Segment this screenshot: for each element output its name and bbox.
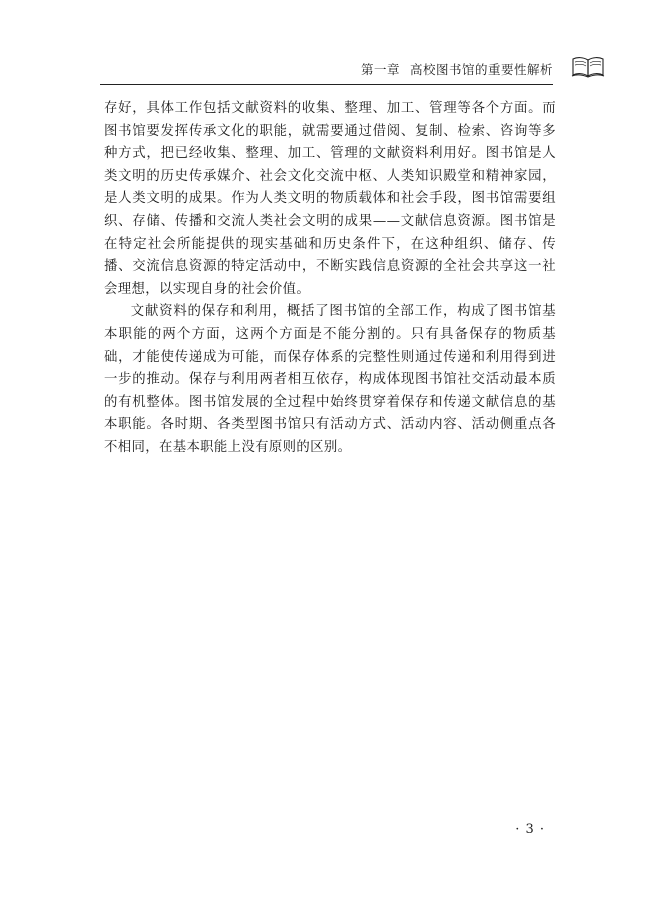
body-text	[104, 98, 556, 460]
running-header	[100, 60, 553, 80]
open-book-icon	[571, 56, 605, 78]
paragraph-1: 存好，具体工作包括文献资料的收集、整理、加工、管理等各个方面。而图书馆要发挥传承文化的职能，就需要通过借阅、复制、检索、咨询等多种方式，把已经收集、整理、加工、管理的文献资料利用好。图书馆是人类文明的历史传承媒介、社会文化交流中枢、人类知识殿堂和精神家园，是人类文明的成果。作为人类文明的物质载体和社会手段，图书馆需要组织、存储、传播和交流人类社会文明的成果——文献信息资源。图书馆是在特定社会所能提供的现实基础和历史条件下，在这种组织、储存、传播、交流信息资源的特定活动中，不断实践信息资源的全社会共享这一社会理想，以实现自身的社会价值。	[104, 101, 556, 297]
page-number: · 3 ·	[515, 822, 545, 837]
header-title: 高校图书馆的重要性解析	[409, 62, 553, 77]
header-chapter: 第一章	[360, 62, 400, 77]
paragraph-2: 文献资料的保存和利用，概括了图书馆的全部工作，构成了图书馆基本职能的两个方面，这两个方面是不能分割的。只有具备保存的物质基础，才能使传递成为可能，而保存体系的完整性则通过传递和利用得到进一步的推动。保存与利用两者相互依存，构成体现图书馆社交活动最本质的有机整体。图书馆发展的全过程中始终贯穿着保存和传递文献信息的基本职能。各时期、各类型图书馆只有活动方式、活动内容、活动侧重点各不相同，在基本职能上没有原则的区别。	[104, 304, 556, 455]
header-rule	[100, 84, 553, 85]
